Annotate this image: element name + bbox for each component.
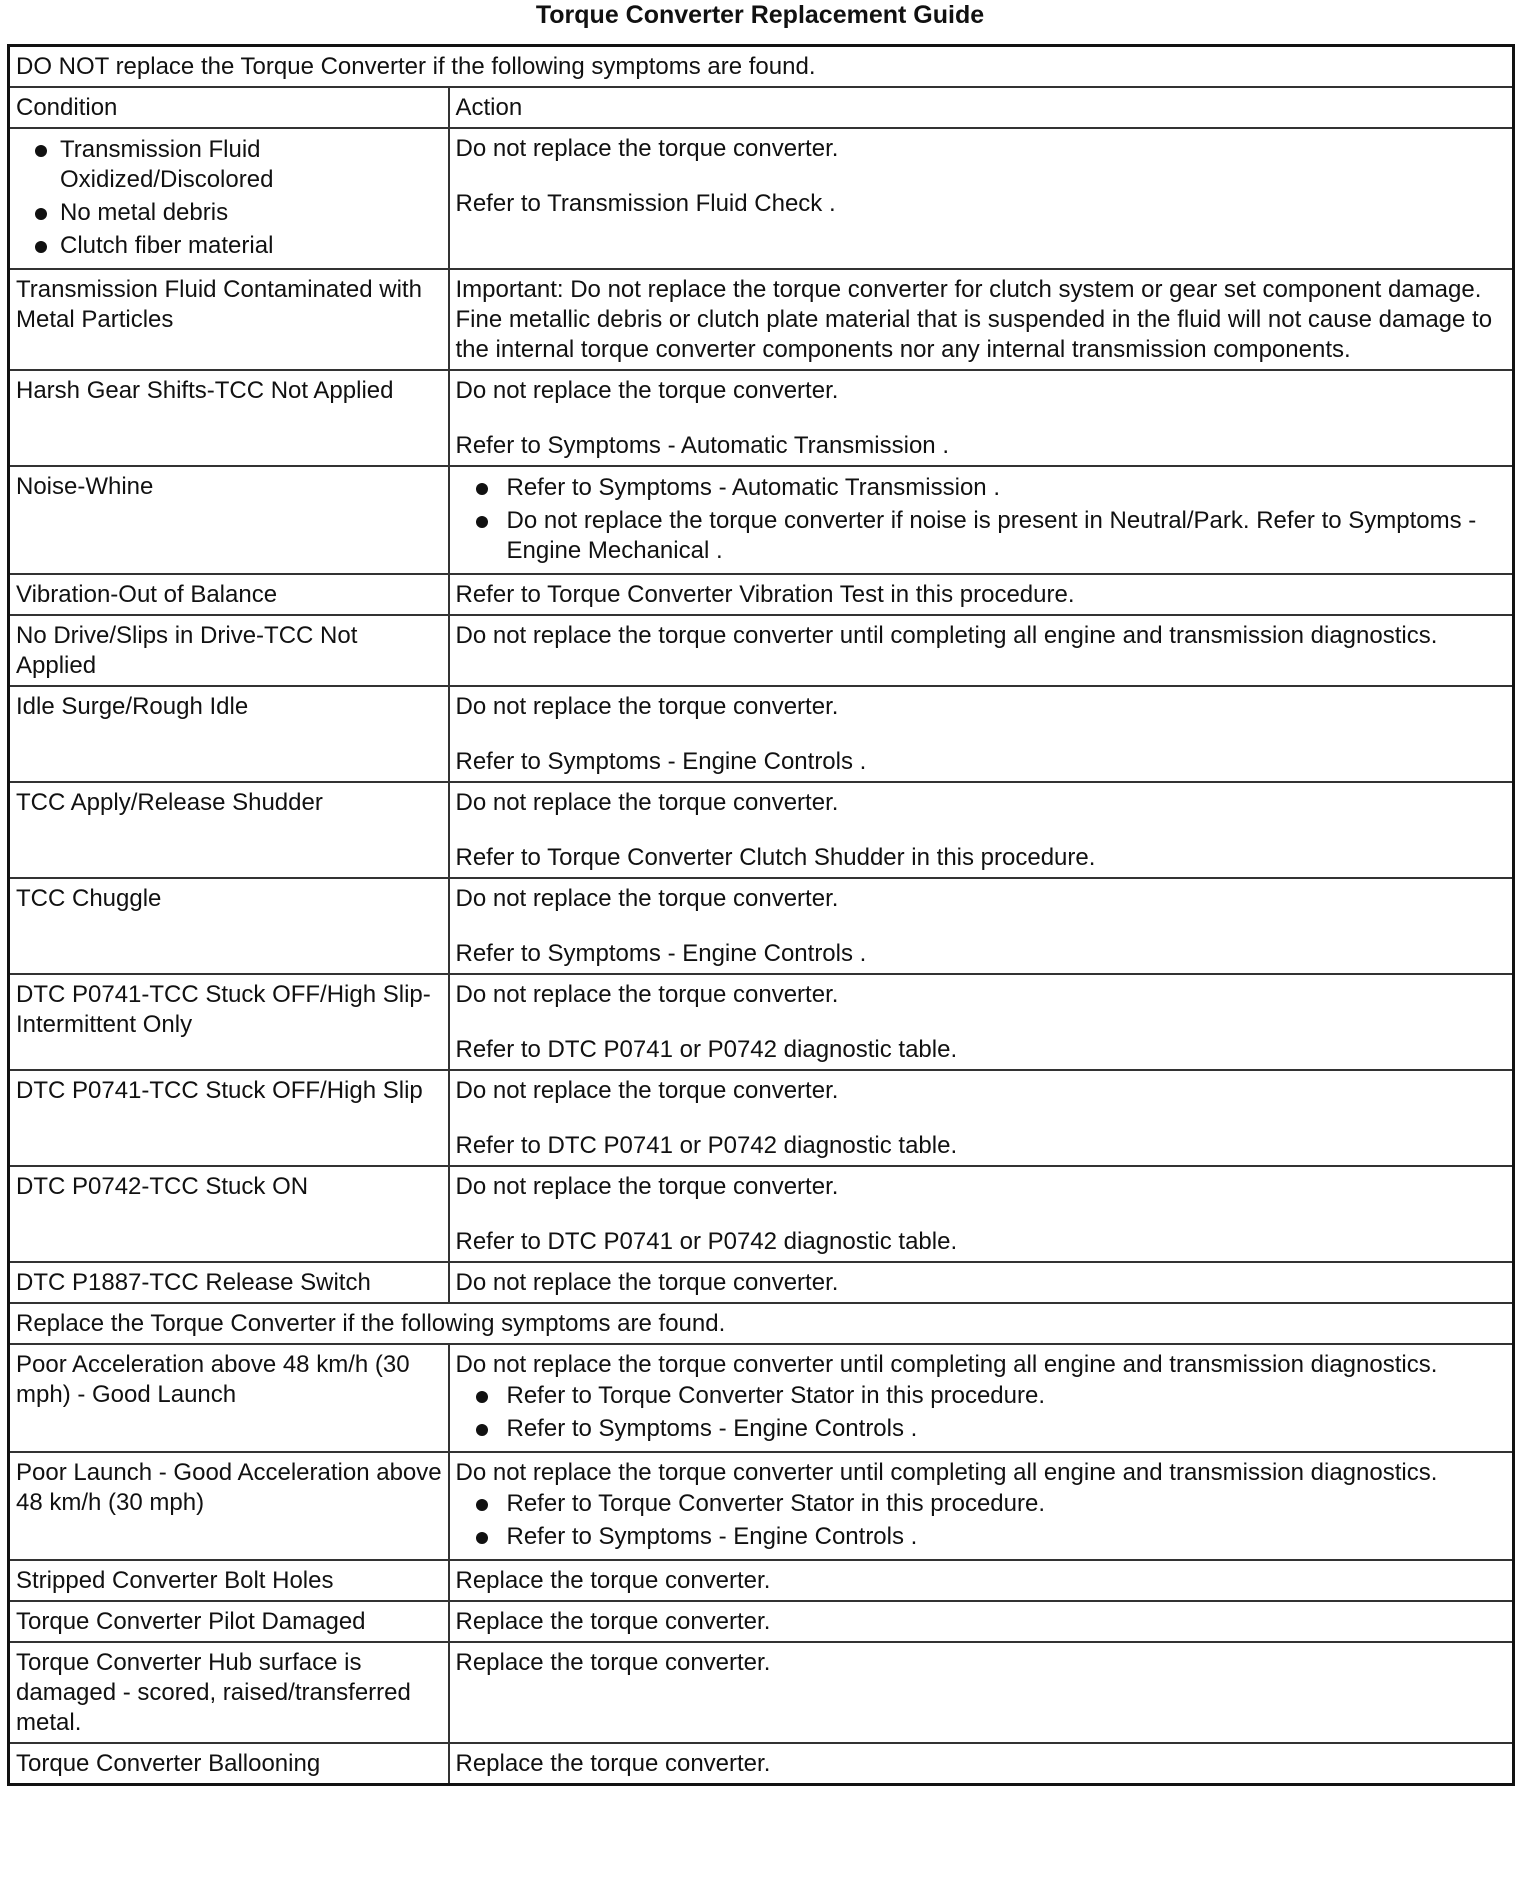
action-cell: Refer to Torque Converter Vibration Test in this procedure. (449, 574, 1514, 615)
table-row (9, 1452, 1514, 1560)
action-text: Do not replace the torque converter. (455, 885, 839, 912)
action-cell: Replace the torque converter. (449, 1743, 1514, 1785)
table-row (9, 615, 1514, 686)
replace-banner: Replace the Torque Converter if the following symptoms are found. (9, 1303, 1514, 1344)
document-title: Torque Converter Replacement Guide (535, 1, 985, 29)
table-row (9, 1166, 1514, 1262)
table-row (9, 128, 1514, 269)
action-text: Do not replace the torque converter. (455, 377, 839, 404)
table-row (9, 466, 1514, 574)
action-text: Do not replace the torque converter. (455, 1173, 839, 1200)
important-note: Important: Do not replace the torque converter for clutch system or gear set component damage. Fine metallic debris or clutch plate material that is suspended in the fluid will not cause damage to the internal torque converter components nor any internal transmission components. (449, 269, 1514, 370)
action-cell: Replace the torque converter. (449, 1601, 1514, 1642)
replace-banner-row (9, 1303, 1514, 1344)
table-row (9, 782, 1514, 878)
list-item: Refer to Torque Converter Stator in this procedure. (456, 1381, 1508, 1411)
condition-bullet-list (16, 135, 443, 261)
action-cell (449, 686, 1514, 782)
action-reference: Refer to Symptoms - Engine Controls . (455, 940, 867, 967)
condition-cell (9, 128, 449, 269)
condition-cell: Idle Surge/Rough Idle (9, 686, 449, 782)
table-row (9, 574, 1514, 615)
action-reference: Refer to DTC P0741 or P0742 diagnostic table. (455, 1036, 958, 1063)
action-reference: Refer to Symptoms - Engine Controls . (455, 748, 867, 775)
condition-cell: TCC Chuggle (9, 878, 449, 974)
replacement-guide-table (7, 44, 1515, 1786)
condition-cell: Torque Converter Hub surface is damaged - scored, raised/transferred metal. (9, 1642, 449, 1743)
condition-cell: Harsh Gear Shifts-TCC Not Applied (9, 370, 449, 466)
action-cell: Replace the torque converter. (449, 1642, 1514, 1743)
action-cell (449, 782, 1514, 878)
action-cell (449, 370, 1514, 466)
condition-cell: DTC P0741-TCC Stuck OFF/High Slip-Intermittent Only (9, 974, 449, 1070)
action-bullet-list (456, 1381, 1508, 1444)
list-item: Refer to Symptoms - Engine Controls . (456, 1414, 1508, 1444)
action-reference: Refer to DTC P0741 or P0742 diagnostic table. (455, 1132, 958, 1159)
action-cell: Do not replace the torque converter until completing all engine and transmission diagnostics. (449, 615, 1514, 686)
condition-cell: Torque Converter Ballooning (9, 1743, 449, 1785)
action-bullet-list (456, 473, 1508, 566)
table-row (9, 1601, 1514, 1642)
condition-cell: DTC P0741-TCC Stuck OFF/High Slip (9, 1070, 449, 1166)
table-row (9, 1642, 1514, 1743)
column-header-row (9, 87, 1514, 128)
table-row (9, 1262, 1514, 1303)
condition-cell: No Drive/Slips in Drive-TCC Not Applied (9, 615, 449, 686)
condition-cell: Transmission Fluid Contaminated with Metal Particles (9, 269, 449, 370)
list-item: Refer to Symptoms - Engine Controls . (456, 1522, 1508, 1552)
action-cell (449, 1070, 1514, 1166)
action-cell: Do not replace the torque converter. (449, 1262, 1514, 1303)
table-row (9, 974, 1514, 1070)
action-cell (449, 1452, 1514, 1560)
list-item: Clutch fiber material (16, 231, 443, 261)
condition-cell: DTC P1887-TCC Release Switch (9, 1262, 449, 1303)
action-reference: Refer to Transmission Fluid Check . (455, 190, 836, 217)
condition-cell: Poor Launch - Good Acceleration above 48 km/h (30 mph) (9, 1452, 449, 1560)
table-row (9, 1344, 1514, 1452)
table-row (9, 370, 1514, 466)
action-cell: Replace the torque converter. (449, 1560, 1514, 1601)
condition-cell: Stripped Converter Bolt Holes (9, 1560, 449, 1601)
do-not-replace-banner: DO NOT replace the Torque Converter if the following symptoms are found. (9, 46, 1514, 88)
condition-column-header: Condition (9, 87, 449, 128)
action-cell (449, 878, 1514, 974)
action-cell (449, 974, 1514, 1070)
list-item: Do not replace the torque converter if noise is present in Neutral/Park. Refer to Symptoms - Engine Mechanical . (456, 506, 1508, 566)
condition-cell: Noise-Whine (9, 466, 449, 574)
action-bullet-list (456, 1489, 1508, 1552)
action-cell (449, 466, 1514, 574)
table-row (9, 1560, 1514, 1601)
table-row (9, 269, 1514, 370)
table-row (9, 1743, 1514, 1785)
action-column-header: Action (449, 87, 1514, 128)
table-row (9, 686, 1514, 782)
action-text: Do not replace the torque converter. (455, 789, 839, 816)
condition-cell: Poor Acceleration above 48 km/h (30 mph) - Good Launch (9, 1344, 449, 1452)
list-item: Refer to Symptoms - Automatic Transmission . (456, 473, 1508, 503)
list-item: No metal debris (16, 198, 443, 228)
action-text: Do not replace the torque converter. (455, 693, 839, 720)
table-row (9, 878, 1514, 974)
list-item: Refer to Torque Converter Stator in this procedure. (456, 1489, 1508, 1519)
do-not-replace-banner-row (9, 46, 1514, 88)
condition-cell: Vibration-Out of Balance (9, 574, 449, 615)
action-text: Do not replace the torque converter. (455, 1077, 839, 1104)
action-text: Do not replace the torque converter. (455, 981, 839, 1008)
action-reference: Refer to DTC P0741 or P0742 diagnostic table. (455, 1228, 958, 1255)
action-reference: Refer to Torque Converter Clutch Shudder in this procedure. (455, 844, 1096, 871)
list-item: Transmission Fluid Oxidized/Discolored (16, 135, 443, 195)
action-text: Do not replace the torque converter until completing all engine and transmission diagnostics. (455, 1459, 1438, 1486)
action-cell (449, 1344, 1514, 1452)
condition-cell: DTC P0742-TCC Stuck ON (9, 1166, 449, 1262)
action-text: Do not replace the torque converter. (455, 135, 839, 162)
condition-cell: Torque Converter Pilot Damaged (9, 1601, 449, 1642)
action-cell (449, 1166, 1514, 1262)
table-row (9, 1070, 1514, 1166)
action-cell (449, 128, 1514, 269)
action-text: Do not replace the torque converter until completing all engine and transmission diagnostics. (455, 1351, 1438, 1378)
condition-cell: TCC Apply/Release Shudder (9, 782, 449, 878)
action-reference: Refer to Symptoms - Automatic Transmission . (455, 432, 949, 459)
